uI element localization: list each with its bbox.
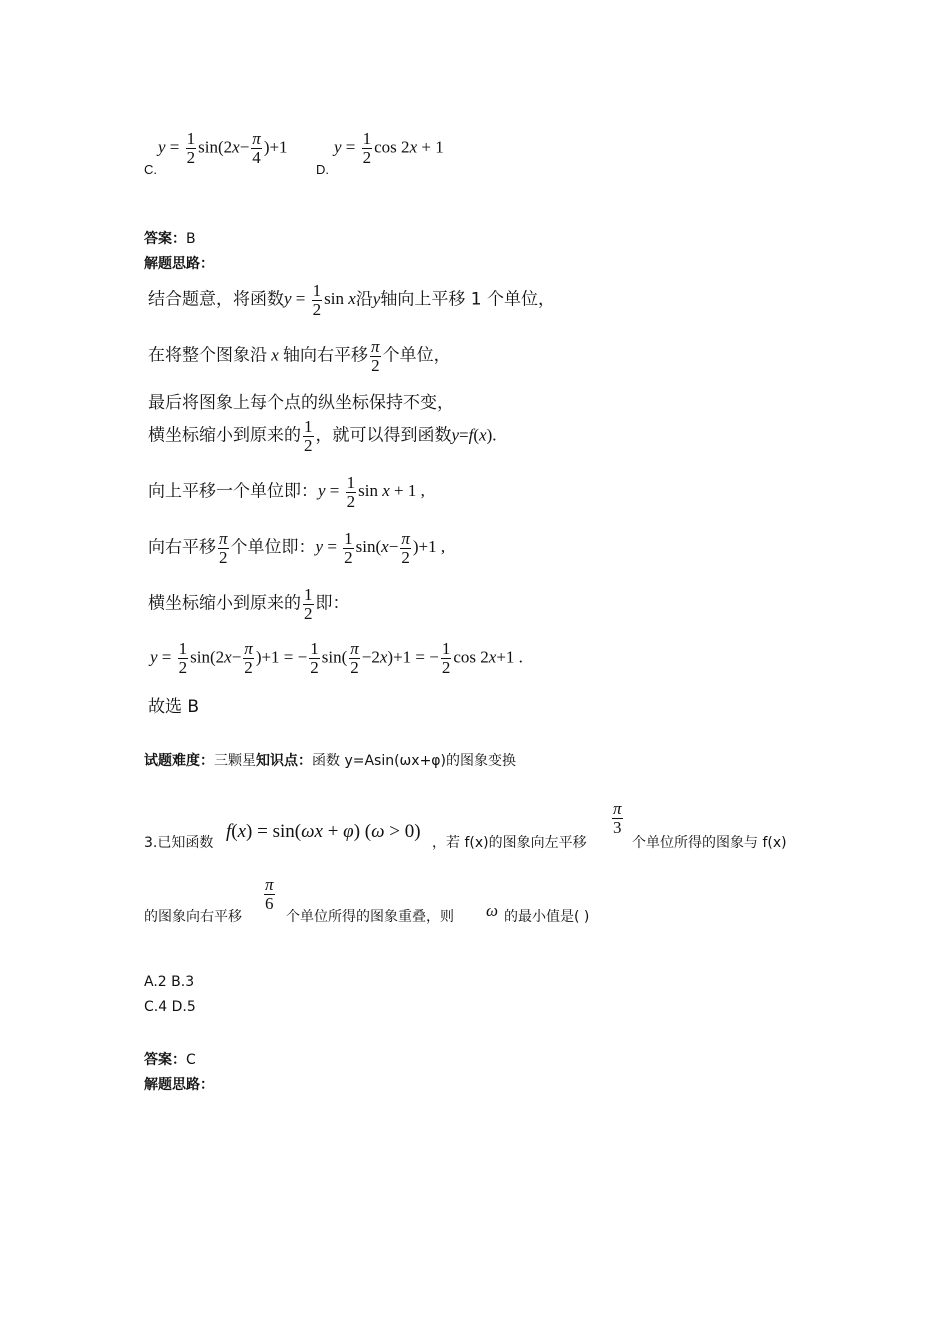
answer-3 (144, 1049, 196, 1069)
option-c-formula: y = $\frac{1}{2}$ sin(2x− $\frac{\pi}{4}$ )+1 (158, 129, 288, 167)
solution-line-6: 向右平移 $\frac{\pi}{2}$ 个单位即：y = $\frac{1}{2}$ sin(x− $\frac{\pi}{2}$ )+1 , (148, 529, 446, 567)
answer-1 (144, 228, 196, 248)
solution-line-7: 横坐标缩小到原来的 $\frac{1}{2}$ 即： (148, 585, 350, 623)
solution-line-4: 横坐标缩小到原来的 $\frac{1}{2}$ ，就可以得到函数y=f(x). (148, 417, 497, 455)
shift-left-fraction: $\frac{\pi}{3}$ (613, 799, 622, 837)
question-3-line2-a: 的图象向右平移 (144, 909, 242, 925)
solution-line-5: 向上平移一个单位即：y = $\frac{1}{2}$ sin x + 1 , (148, 473, 425, 511)
solution-label: 解题思路： (144, 1077, 214, 1093)
solution-line-3: 最后将图象上每个点的纵坐标保持不变， (148, 393, 454, 413)
answer-label: 答案： (144, 231, 186, 247)
question-3-line2-c: 的最小值是( ) (504, 909, 590, 925)
solution-line-9: 故选 B (148, 697, 200, 717)
solution-line-1: 结合题意，将函数y = $\frac{1}{2}$ sin x沿y轴向上平移 1 个单位， (148, 281, 555, 319)
option-d-label: D. (316, 162, 329, 177)
option-d-formula: y = $\frac{1}{2}$ cos 2x + 1 (334, 129, 444, 167)
omega-symbol: ω (486, 901, 499, 920)
difficulty-row (144, 750, 516, 770)
difficulty-label: 试题难度： (144, 753, 214, 769)
question-3-line2-b: 个单位所得的图象重叠，则 (286, 909, 454, 925)
question-3-mid2: 个单位所得的图象与 f(x) (632, 835, 787, 851)
answer-label: 答案： (144, 1052, 186, 1068)
shift-right-fraction: $\frac{\pi}{6}$ (265, 875, 274, 913)
solution-line-2: 在将整个图象沿 x 轴向右平移 $\frac{\pi}{2}$ 个单位， (148, 337, 451, 375)
solution-line-8: y = $\frac{1}{2}$ sin(2x− $\frac{\pi}{2}$ )+1 = − $\frac{1}{2}$ sin( $\frac{\pi}{2}$ −2x)+1 = − $\frac{1}{2}$ cos 2x+1 . (150, 639, 523, 677)
question-3-function: f(x) = sin(ωx + φ) (ω > 0) (226, 821, 421, 842)
option-c-label: C. (144, 162, 157, 177)
answer-value: C (186, 1052, 196, 1068)
answer-value: B (186, 231, 196, 247)
question-3-prefix: 3.已知函数 (144, 835, 214, 851)
question-3-options-row-1: A.2 B.3 (144, 974, 195, 990)
question-3-mid1: ，若 f(x)的图象向左平移 (432, 835, 587, 851)
question-3-options-row-2: C.4 D.5 (144, 999, 196, 1015)
difficulty-value: 三颗星 (214, 753, 256, 769)
knowledge-label: 知识点： (256, 753, 312, 769)
knowledge-value: 函数 y=Asin(ωx+φ)的图象变换 (312, 753, 516, 769)
solution-label: 解题思路： (144, 256, 214, 272)
